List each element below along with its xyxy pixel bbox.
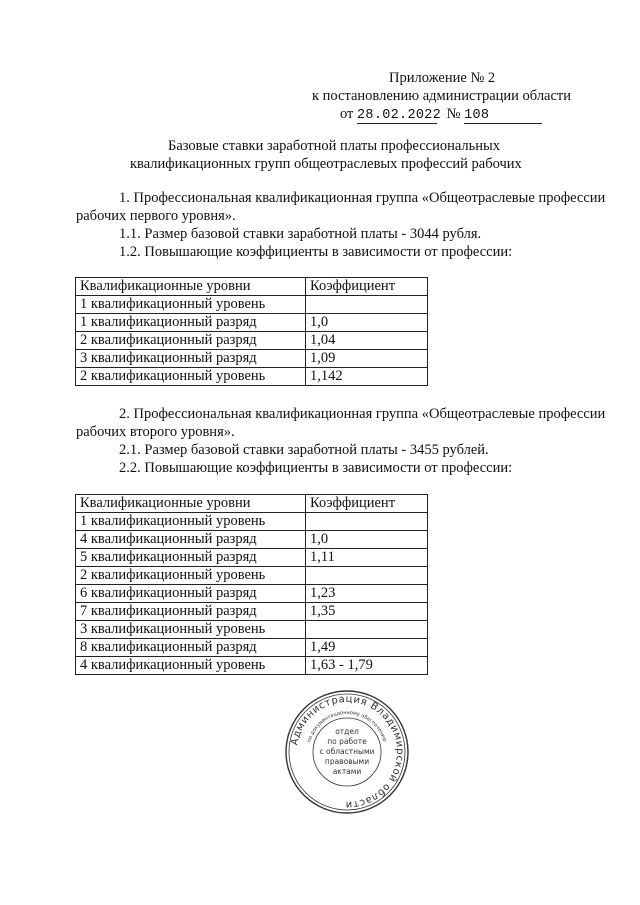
level-cell: 8 квалификационный разряд	[76, 639, 306, 657]
table-row	[76, 531, 428, 549]
date-line	[340, 106, 542, 124]
section1-heading-cont: рабочих первого уровня».	[76, 208, 236, 224]
official-stamp	[283, 688, 411, 816]
table-row	[76, 657, 428, 675]
section1-coef-intro: 1.2. Повышающие коэффициенты в зависимости от профессии:	[119, 244, 513, 260]
section2-heading: 2. Профессиональная квалификационная группа «Общеотраслевые профессии	[119, 406, 606, 422]
section2-heading-cont: рабочих второго уровня».	[76, 424, 235, 440]
table-header-cell: Квалификационные уровни	[76, 495, 306, 513]
coef-cell	[306, 513, 428, 531]
table-row	[76, 567, 428, 585]
table-row	[76, 639, 428, 657]
table-row	[76, 549, 428, 567]
document-title-line2: квалификационных групп общеотраслевых профессий рабочих	[130, 156, 522, 172]
section2-base-rate: 2.1. Размер базовой ставки заработной платы - 3455 рублей.	[119, 442, 489, 458]
level-cell: 6 квалификационный разряд	[76, 585, 306, 603]
coef-cell	[306, 296, 428, 314]
level-cell: 3 квалификационный уровень	[76, 621, 306, 639]
table-row	[76, 621, 428, 639]
stamp-center-line: правовыми	[324, 757, 370, 766]
level-cell: 2 квалификационный уровень	[76, 567, 306, 585]
level-cell: 2 квалификационный разряд	[76, 332, 306, 350]
date-prefix: от	[340, 106, 354, 122]
section2-coef-intro: 2.2. Повышающие коэффициенты в зависимости от профессии:	[119, 460, 513, 476]
coef-cell: 1,49	[306, 639, 428, 657]
stamp-center-line: отдел	[335, 727, 359, 736]
coef-cell	[306, 567, 428, 585]
coef-cell	[306, 621, 428, 639]
stamp-outer-text: Администрация Владимирской области	[289, 693, 406, 811]
stamp-center-line: по работе	[327, 737, 367, 746]
stamp-center-line: с областными	[319, 747, 375, 756]
table-header-row	[76, 278, 428, 296]
coef-cell: 1,09	[306, 350, 428, 368]
coef-cell: 1,142	[306, 368, 428, 386]
table-row	[76, 350, 428, 368]
table-header-cell: Коэффициент	[306, 278, 428, 296]
section1-coef-table	[75, 277, 428, 386]
coef-cell: 1,23	[306, 585, 428, 603]
table-row	[76, 513, 428, 531]
level-cell: 3 квалификационный разряд	[76, 350, 306, 368]
level-cell: 7 квалификационный разряд	[76, 603, 306, 621]
table-header-row	[76, 495, 428, 513]
document-title-line1: Базовые ставки заработной платы профессиональных	[168, 138, 500, 154]
coef-cell: 1,35	[306, 603, 428, 621]
level-cell: 1 квалификационный уровень	[76, 513, 306, 531]
coef-cell: 1,04	[306, 332, 428, 350]
document-number: 108	[464, 108, 542, 124]
resolution-label: к постановлению администрации области	[312, 88, 572, 104]
table-row	[76, 314, 428, 332]
table-row	[76, 296, 428, 314]
table-row	[76, 585, 428, 603]
table-row	[76, 603, 428, 621]
table-header-cell: Квалификационные уровни	[76, 278, 306, 296]
level-cell: 2 квалификационный уровень	[76, 368, 306, 386]
level-cell: 1 квалификационный уровень	[76, 296, 306, 314]
section1-heading: 1. Профессиональная квалификационная группа «Общеотраслевые профессии	[119, 190, 606, 206]
stamp-inner-arc-text: по документационному обеспечению	[306, 709, 388, 744]
number-prefix: №	[446, 106, 461, 122]
section2-coef-table	[75, 494, 428, 675]
table-header-cell: Коэффициент	[306, 495, 428, 513]
coef-cell: 1,0	[306, 531, 428, 549]
coef-cell: 1,63 - 1,79	[306, 657, 428, 675]
appendix-label: Приложение № 2	[389, 70, 496, 86]
table-row	[76, 332, 428, 350]
level-cell: 4 квалификационный разряд	[76, 531, 306, 549]
level-cell: 1 квалификационный разряд	[76, 314, 306, 332]
stamp-center-line: актами	[332, 767, 362, 776]
section1-base-rate: 1.1. Размер базовой ставки заработной платы - 3044 рубля.	[119, 226, 482, 242]
coef-cell: 1,11	[306, 549, 428, 567]
level-cell: 5 квалификационный разряд	[76, 549, 306, 567]
coef-cell: 1,0	[306, 314, 428, 332]
document-date: 28.02.2022	[357, 108, 442, 123]
level-cell: 4 квалификационный уровень	[76, 657, 306, 675]
table-row	[76, 368, 428, 386]
